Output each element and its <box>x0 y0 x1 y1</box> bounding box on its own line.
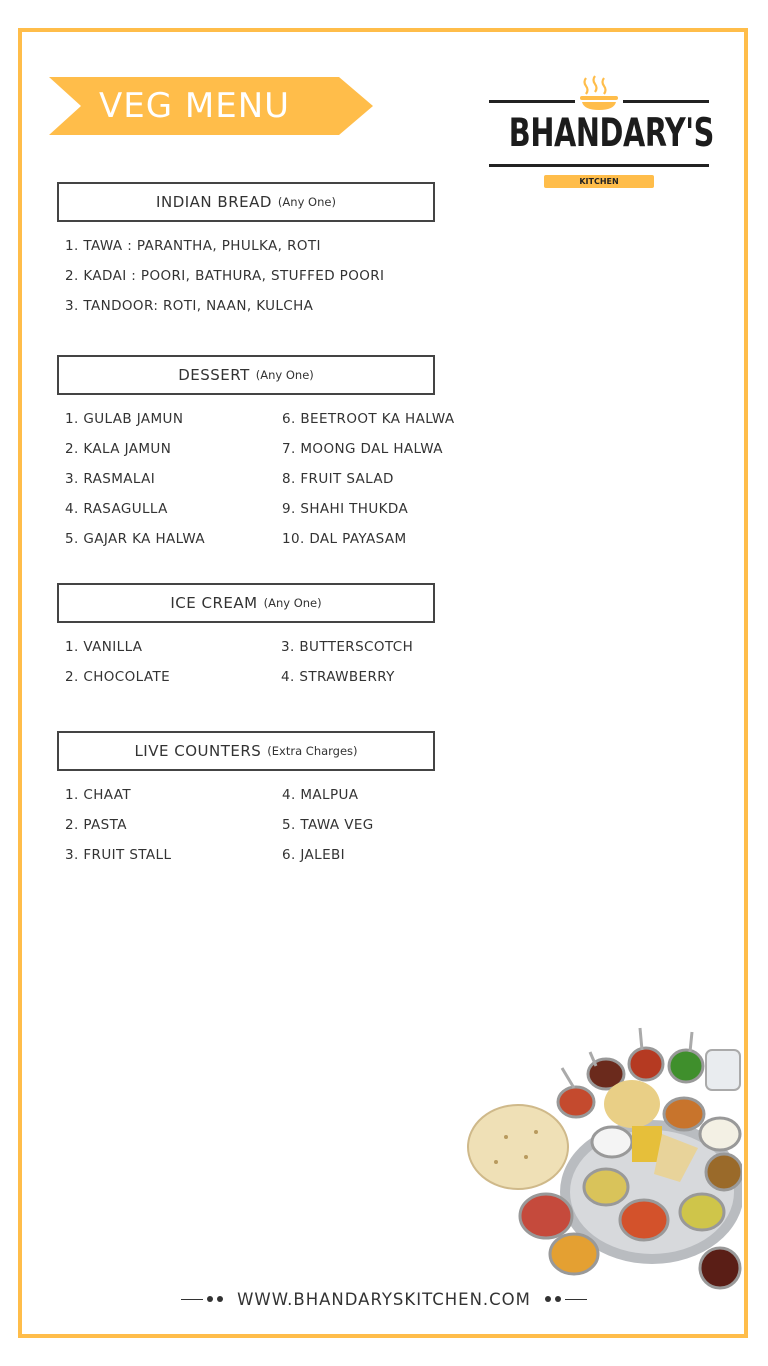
list-item: 1. GULAB JAMUN <box>65 411 184 427</box>
list-item: 3. FRUIT STALL <box>65 847 172 863</box>
list-item: 2. KALA JAMUN <box>65 441 172 457</box>
list-item: 6. JALEBI <box>282 847 346 863</box>
website-footer <box>0 1286 768 1312</box>
list-item: 4. STRAWBERRY <box>281 669 395 685</box>
list-item: 5. TAWA VEG <box>282 817 374 833</box>
list-item: 4. MALPUA <box>282 787 359 803</box>
logo-top-line-left <box>489 100 575 103</box>
list-item: 10. DAL PAYASAM <box>282 531 407 547</box>
list-item: 3. TANDOOR: ROTI, NAAN, KULCHA <box>65 298 314 314</box>
section-note: (Any One) <box>263 596 322 610</box>
live-counters-header <box>57 731 435 771</box>
list-item: 2. PASTA <box>65 817 127 833</box>
list-item: 3. BUTTERSCOTCH <box>281 639 414 655</box>
list-item: 1. TAWA : PARANTHA, PHULKA, ROTI <box>65 238 321 254</box>
thali-food-image <box>466 1022 742 1312</box>
veg-menu-banner <box>49 77 373 135</box>
list-item: 8. FRUIT SALAD <box>282 471 394 487</box>
section-title: DESSERT <box>178 366 250 384</box>
list-item: 3. RASMALAI <box>65 471 156 487</box>
list-item: 6. BEETROOT KA HALWA <box>282 411 455 427</box>
bowl-icon <box>568 74 630 110</box>
brand-logo <box>489 74 714 190</box>
list-item: 5. GAJAR KA HALWA <box>65 531 205 547</box>
logo-tagline: KITCHEN <box>544 175 654 188</box>
section-note: (Extra Charges) <box>267 744 358 758</box>
logo-top-line-right <box>623 100 709 103</box>
section-title: ICE CREAM <box>170 594 258 612</box>
list-item: 2. CHOCOLATE <box>65 669 171 685</box>
indian-bread-header <box>57 182 435 222</box>
list-item: 1. CHAAT <box>65 787 131 803</box>
section-title: INDIAN BREAD <box>156 193 272 211</box>
dessert-header <box>57 355 435 395</box>
ice-cream-header <box>57 583 435 623</box>
list-item: 7. MOONG DAL HALWA <box>282 441 443 457</box>
footer-left-ornament <box>181 1296 223 1302</box>
list-item: 9. SHAHI THUKDA <box>282 501 409 517</box>
section-note: (Any One) <box>255 368 314 382</box>
section-title: LIVE COUNTERS <box>134 742 262 760</box>
logo-bottom-line <box>489 164 709 167</box>
footer-right-ornament <box>545 1296 587 1302</box>
list-item: 1. VANILLA <box>65 639 143 655</box>
list-item: 2. KADAI : POORI, BATHURA, STUFFED POORI <box>65 268 385 284</box>
section-note: (Any One) <box>277 195 336 209</box>
logo-brand-name: BHANDARY'S <box>508 111 714 156</box>
list-item: 4. RASAGULLA <box>65 501 168 517</box>
website-url[interactable]: WWW.BHANDARYSKITCHEN.COM <box>237 1289 531 1309</box>
banner-title: VEG MENU <box>99 86 291 126</box>
